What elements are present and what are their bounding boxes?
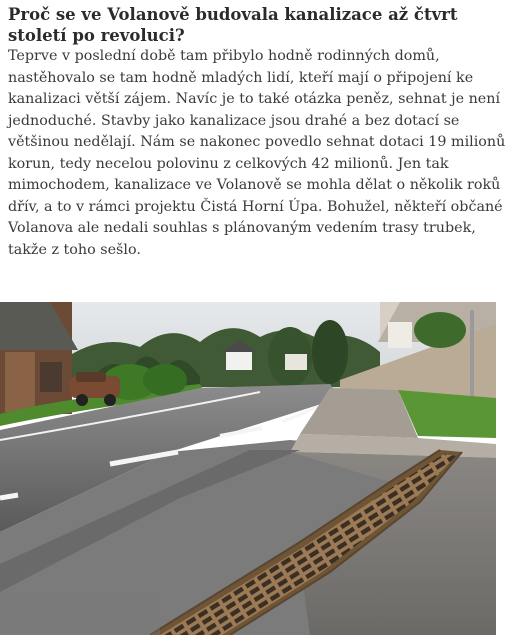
- article-photo: [0, 302, 496, 635]
- interview-answer: Teprve v poslední době tam přibylo hodně rodinných domů, nastěhovalo se tam hodně mladých lidí, kteří mají o připojení ke kanalizaci větší zájem. Navíc je to také otázka peněz, sehnat je není jednoduché. Stavby jako kanalizace jsou drahé a bez dotací se většinou nedělají. Nám se nakonec povedlo sehnat dotaci 19 milionů korun, tedy necelou polovinu z celkových 42 milionů. Jen tak mimochodem, kanalizace ve Volanově se mohla dělat o několik roků dřív, a to v rámci projektu Čistá Horní Úpa. Bohužel, někteří občané Volanova ale nedali souhlas s plánovaným vedením trasy trubek, takže z toho sešlo.: [8, 48, 506, 258]
- interview-question: Proč se ve Volanově budovala kanalizace až čtvrt století po revoluci?: [8, 5, 458, 45]
- street-drain-photo: [0, 302, 496, 635]
- article: [8, 4, 508, 261]
